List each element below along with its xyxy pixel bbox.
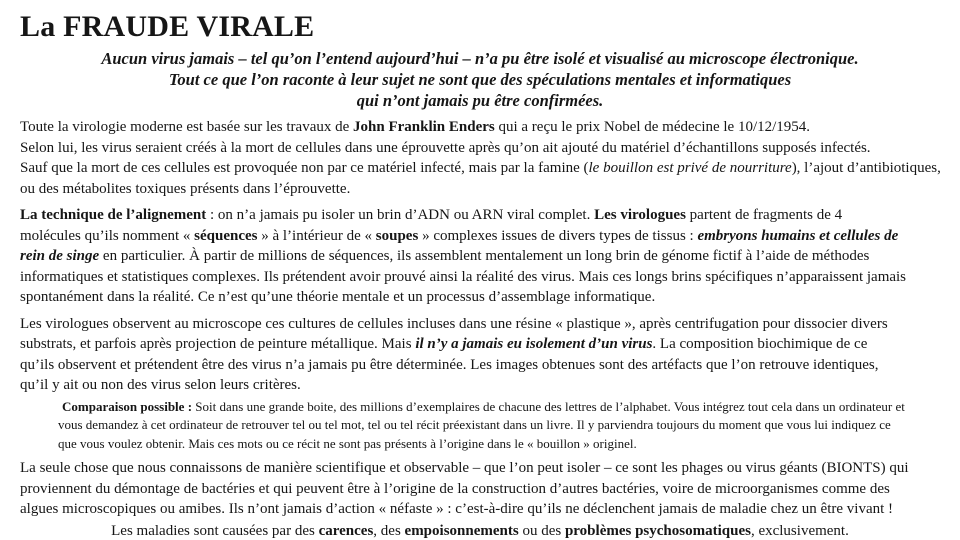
text-line [20, 334, 940, 355]
text-line [20, 375, 940, 396]
text-segment: ou des [518, 522, 565, 539]
text-segment: embryons humains et cellules de [697, 227, 899, 244]
text-segment: , exclusivement. [750, 522, 849, 539]
text-segment: Selon lui, les virus seraient créés à la mort de cellules dans une éprouvette après qu’on ait ajouté du matériel d’échantillons supposés infectés. [20, 139, 871, 156]
text-line [20, 458, 940, 479]
text-segment: algues microscopiques ou amibes. Ils n’ont jamais d’action « néfaste » : c’est-à-dire qu’ils ne déclenchent jamais de maladie chez un être vivant ! [20, 501, 894, 517]
text-line [58, 416, 940, 435]
text-segment: soupes [375, 227, 419, 244]
text-line [20, 158, 940, 179]
text-segment: vous demandez à cet ordinateur de retrouver tel ou tel mot, tel ou tel récit préexistant dans un livre. Il y parviendra toujours du moment que vous lui indiquez ce [58, 417, 891, 432]
text-segment: John Franklin Enders [353, 119, 495, 135]
text-segment: le bouillon est privé de nourriture [588, 160, 792, 176]
text-segment: Les virologues observent au microscope ces cultures de cellules incluses dans une résine « plastique », après centrifugation pour dissocier divers [20, 315, 888, 332]
text-line [20, 205, 940, 226]
text-segment: Toute la virologie moderne est basée sur les travaux de [20, 119, 354, 135]
text-line [20, 246, 940, 267]
subtitle-line-1: Aucun virus jamais – tel qu’on l’entend aujourd’hui – n’a pu être isolé et visualisé au microscope électronique. [101, 49, 859, 68]
text-segment: Soit dans une grande boite, des millions d’exemplaires de chacune des lettres de l’alphabet. Vous intégrez tout cela dans un ordinateur et [192, 398, 905, 414]
text-line [58, 398, 940, 417]
paragraph-enders [20, 117, 940, 199]
text-segment: Les maladies sont causées par des [111, 522, 319, 539]
conclusion-line [20, 521, 940, 540]
text-line [20, 499, 940, 520]
text-line [20, 479, 940, 500]
text-segment: ou des métabolites toxiques présents dans l’éprouvette. [20, 180, 351, 197]
text-segment: . La composition biochimique de ce [652, 336, 868, 352]
subtitle-line-2: Tout ce que l’on raconte à leur sujet ne sont que des spéculations mentales et informatiques [168, 70, 792, 89]
text-segment: partent de fragments de 4 [685, 207, 843, 223]
text-segment: que vous voulez obtenir. Mais ces mots ou ce récit ne sont pas présents à l’origine dans le « bouillon » originel. [58, 435, 637, 451]
text-segment: proviennent du démontage de bactéries et qui peuvent être à l’origine de la construction d’autres bactéries, voire de microorganismes comme des [20, 480, 890, 497]
text-segment: informatiques et statistiques complexes. Ils prétendent avoir prouvé ainsi la réalité des virus. Mais ces longs brins spécifiques n’apparaissent jamais [20, 268, 907, 285]
paragraph-alignment-technique [20, 205, 940, 308]
text-segment: problèmes psychosomatiques [564, 522, 751, 539]
subtitle [20, 48, 940, 111]
text-line [20, 117, 940, 138]
text-segment: Sauf que la mort de ces cellules est provoquée non par ce matériel infecté, mais par la famine ( [20, 160, 589, 176]
text-segment: La seule chose que nous connaissons de manière scientifique et observable – que l’on peut isoler – ce sont les phages ou virus géants (BIONTS) qui [20, 460, 909, 476]
text-segment: qu’il y ait ou non des virus selon leurs critères. [20, 377, 301, 393]
text-segment: » à l’intérieur de « [257, 227, 376, 244]
text-segment: séquences [194, 227, 258, 244]
text-line [20, 226, 940, 247]
text-segment: empoisonnements [404, 522, 519, 539]
paragraph-microscope-observation [20, 314, 940, 396]
text-line [20, 267, 940, 288]
subtitle-line-3: qui n’ont jamais pu être confirmées. [356, 91, 604, 110]
text-segment: Comparaison possible : [62, 398, 193, 414]
text-line [58, 435, 940, 454]
text-segment: spontanément dans la réalité. Ce n’est qu’une théorie mentale et un processus d’assemblage informatique. [20, 289, 656, 305]
paragraph-phages [20, 458, 940, 520]
text-segment: rein de singe [20, 248, 100, 264]
comparison-note [58, 398, 940, 454]
text-segment: il n’y a jamais eu isolement d’un virus [415, 336, 653, 352]
text-segment: La technique de l’alignement [20, 207, 207, 223]
text-segment: molécules qu’ils nomment « [20, 227, 195, 244]
text-line [20, 287, 940, 308]
text-segment: , des [373, 522, 405, 539]
text-line [20, 138, 940, 159]
text-segment: substrats, et parfois après projection de peinture métallique. Mais [20, 336, 416, 352]
text-segment: carences [318, 522, 374, 539]
text-line [20, 179, 940, 200]
text-line [20, 314, 940, 335]
text-segment: : on n’a jamais pu isoler un brin d’ADN ou ARN viral complet. [206, 207, 595, 223]
page-title: La FRAUDE VIRALE [20, 10, 315, 43]
text-segment: Les virologues [594, 207, 686, 223]
text-line [20, 355, 940, 376]
text-segment: qu’ils observent et prétendent être des virus n’a jamais pu être déterminée. Les images obtenues sont des artéfacts que l’on retrouve identiques, [20, 356, 879, 373]
text-line [20, 521, 940, 540]
text-segment: ), l’ajout d’antibiotiques, [791, 160, 941, 176]
text-segment: qui a reçu le prix Nobel de médecine le 10/12/1954. [494, 119, 811, 135]
text-segment: » complexes issues de divers types de tissus : [418, 227, 698, 244]
text-segment: en particulier. À partir de millions de séquences, ils assemblent mentalement un long brin de génome fictif à l’aide de méthodes [99, 248, 870, 264]
